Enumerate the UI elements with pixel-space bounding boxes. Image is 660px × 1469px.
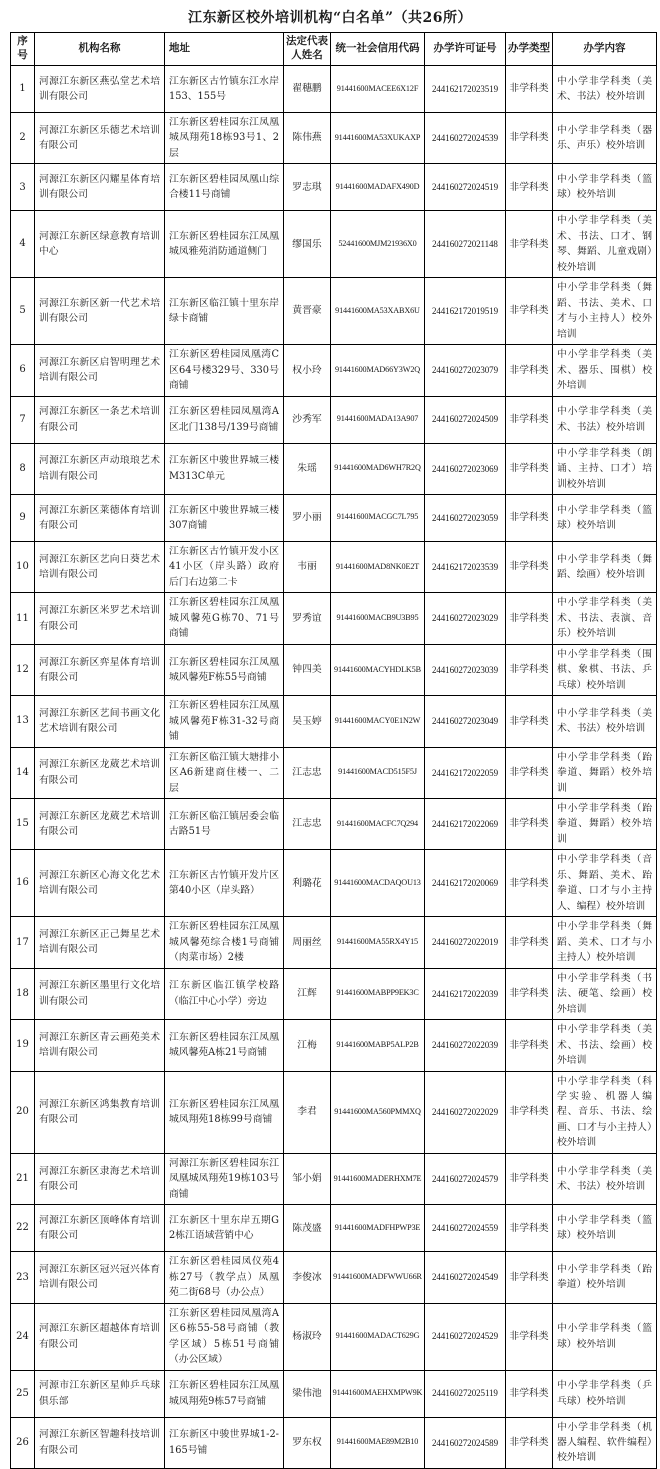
table-row <box>11 1252 657 1303</box>
cell-representative: 罗小丽 <box>284 494 331 541</box>
cell-no: 15 <box>11 799 35 850</box>
cell-content: 中小学非学科类（舞蹈、书法、美术、口才与小主持人）校外培训 <box>553 278 657 345</box>
cell-license-no: 244160272022019 <box>425 917 506 968</box>
cell-name: 河源江东新区顶峰体育培训有限公司 <box>35 1205 165 1252</box>
cell-content: 中小学非学科类（跆拳道）校外培训 <box>553 1252 657 1303</box>
table-row <box>11 1205 657 1252</box>
cell-address: 江东新区临江镇十里东岸绿卡商铺 <box>165 278 284 345</box>
cell-type: 非学科类 <box>506 541 553 592</box>
cell-representative: 朱瑶 <box>284 443 331 494</box>
cell-address: 江东新区碧桂园东江凤凰城风馨苑综合楼1号商铺（肉菜市场）2楼 <box>165 917 284 968</box>
cell-representative: 利璐花 <box>284 850 331 917</box>
cell-name: 河源江东新区米罗艺术培训有限公司 <box>35 593 165 644</box>
cell-no: 26 <box>11 1417 35 1468</box>
cell-name: 河源江东新区莱德体育培训有限公司 <box>35 494 165 541</box>
cell-license-no: 244160272023059 <box>425 494 506 541</box>
cell-credit-code: 91441600MABP5ALP2B <box>331 1020 425 1071</box>
cell-content: 中小学非学科类（美术、书法、表演、音乐）校外培训 <box>553 593 657 644</box>
cell-representative: 沙秀军 <box>284 396 331 443</box>
cell-representative: 李君 <box>284 1071 331 1153</box>
cell-address: 江东新区临江镇大塘排小区A6新建商住楼一、二层 <box>165 747 284 798</box>
cell-content: 中小学非学科类（音乐、舞蹈、美术、跆拳道、口才与小主持人、编程）校外培训 <box>553 850 657 917</box>
cell-credit-code: 91441600MA560PMMXQ <box>331 1071 425 1153</box>
cell-address: 江东新区中骏世界城1-2-165号铺 <box>165 1417 284 1468</box>
cell-no: 18 <box>11 968 35 1019</box>
cell-license-no: 244160272022029 <box>425 1071 506 1153</box>
cell-credit-code: 91441600MA53XABX6U <box>331 278 425 345</box>
cell-no: 4 <box>11 211 35 278</box>
cell-address: 江东新区碧桂园东江凤凰城凤雅苑消防通道侧门 <box>165 211 284 278</box>
cell-name: 河源江东新区弈星体育培训有限公司 <box>35 644 165 695</box>
cell-address: 江东新区临江镇学校路（临江中心小学）旁边 <box>165 968 284 1019</box>
table-row <box>11 113 657 164</box>
table-row <box>11 593 657 644</box>
table-row <box>11 1071 657 1153</box>
cell-no: 9 <box>11 494 35 541</box>
cell-name: 河源江东新区鸿集教育培训有限公司 <box>35 1071 165 1153</box>
cell-name: 河源江东新区正己舞星艺术培训有限公司 <box>35 917 165 968</box>
cell-representative: 江志忠 <box>284 747 331 798</box>
header-type: 办学类型 <box>506 33 553 66</box>
cell-credit-code: 52441600MJM21936X0 <box>331 211 425 278</box>
table-row <box>11 1020 657 1071</box>
table-row <box>11 1153 657 1204</box>
cell-type: 非学科类 <box>506 850 553 917</box>
cell-license-no: 244160272024589 <box>425 1417 506 1468</box>
header-license-no: 办学许可证号 <box>425 33 506 66</box>
cell-name: 河源江东新区绿意教育培训中心 <box>35 211 165 278</box>
cell-credit-code: 91441600MABPP9EK3C <box>331 968 425 1019</box>
cell-address: 江东新区碧桂园东江凤凰城风馨苑F栋31-32号商铺 <box>165 696 284 747</box>
cell-type: 非学科类 <box>506 345 553 396</box>
cell-name: 河源江东新区心海文化艺术培训有限公司 <box>35 850 165 917</box>
cell-name: 河源江东新区超越体育培训有限公司 <box>35 1303 165 1370</box>
cell-address: 江东新区古竹镇开发小区41小区（岸头路）政府后门右边第二卡 <box>165 541 284 592</box>
cell-representative: 江志忠 <box>284 799 331 850</box>
cell-credit-code: 91441600MAD66Y3W2Q <box>331 345 425 396</box>
cell-name: 河源江东新区隶海艺术培训有限公司 <box>35 1153 165 1204</box>
cell-no: 17 <box>11 917 35 968</box>
header-representative: 法定代表人姓名 <box>284 33 331 66</box>
cell-representative: 陈伟燕 <box>284 113 331 164</box>
cell-address: 河源江东新区碧桂园东江凤凰城凤翔苑19栋103号商铺 <box>165 1153 284 1204</box>
cell-credit-code: 91441600MADFHPWP3E <box>331 1205 425 1252</box>
cell-license-no: 244162172020069 <box>425 850 506 917</box>
cell-type: 非学科类 <box>506 211 553 278</box>
cell-credit-code: 91441600MADA13A907 <box>331 396 425 443</box>
table-row <box>11 278 657 345</box>
cell-representative: 韦丽 <box>284 541 331 592</box>
cell-type: 非学科类 <box>506 396 553 443</box>
cell-type: 非学科类 <box>506 917 553 968</box>
cell-representative: 罗东权 <box>284 1417 331 1468</box>
cell-address: 江东新区碧桂园凤凰湾A区6栋55-58号商铺（教学区域）5栋51号商铺（办公区域） <box>165 1303 284 1370</box>
cell-content: 中小学非学科类（篮球）校外培训 <box>553 494 657 541</box>
page-title: 江东新区校外培训机构“白名单”（共26所） <box>187 10 473 26</box>
cell-no: 16 <box>11 850 35 917</box>
cell-type: 非学科类 <box>506 164 553 211</box>
cell-type: 非学科类 <box>506 1205 553 1252</box>
cell-no: 19 <box>11 1020 35 1071</box>
cell-name: 河源江东新区艺间书画文化艺术培训有限公司 <box>35 696 165 747</box>
cell-license-no: 244160272023039 <box>425 644 506 695</box>
cell-content: 中小学非学科类（围棋、象棋、书法、乒乓球）校外培训 <box>553 644 657 695</box>
cell-no: 24 <box>11 1303 35 1370</box>
cell-license-no: 244160272023079 <box>425 345 506 396</box>
table-row <box>11 799 657 850</box>
cell-content: 中小学非学科类（乒乓球）校外培训 <box>553 1370 657 1417</box>
cell-type: 非学科类 <box>506 593 553 644</box>
cell-content: 中小学非学科类（美术、书法、口才、钢琴、舞蹈、儿童戏剧）校外培训 <box>553 211 657 278</box>
cell-name: 河源江东新区龙葳艺术培训有限公司 <box>35 747 165 798</box>
cell-type: 非学科类 <box>506 1153 553 1204</box>
cell-license-no: 244162172022039 <box>425 968 506 1019</box>
cell-representative: 周丽丝 <box>284 917 331 968</box>
cell-type: 非学科类 <box>506 644 553 695</box>
cell-no: 10 <box>11 541 35 592</box>
cell-no: 21 <box>11 1153 35 1204</box>
cell-credit-code: 91441600MADAFX490D <box>331 164 425 211</box>
cell-credit-code: 91441600MACB9U3B95 <box>331 593 425 644</box>
cell-address: 江东新区碧桂园凤凰山综合楼11号商铺 <box>165 164 284 211</box>
cell-address: 江东新区碧桂园东江凤凰城凤翔苑18栋99号商铺 <box>165 1071 284 1153</box>
cell-license-no: 244160272024529 <box>425 1303 506 1370</box>
cell-content: 中小学非学科类（书法、硬笔、绘画）校外培训 <box>553 968 657 1019</box>
cell-type: 非学科类 <box>506 1252 553 1303</box>
cell-no: 8 <box>11 443 35 494</box>
cell-content: 中小学非学科类（机器人编程、软件编程）校外培训 <box>553 1417 657 1468</box>
cell-no: 6 <box>11 345 35 396</box>
cell-address: 江东新区古竹镇东江水岸153、155号 <box>165 66 284 113</box>
cell-credit-code: 91441600MADERHXM7E <box>331 1153 425 1204</box>
table-row <box>11 968 657 1019</box>
cell-license-no: 244160272024579 <box>425 1153 506 1204</box>
cell-address: 江东新区中骏世界城三楼307商铺 <box>165 494 284 541</box>
cell-content: 中小学非学科类（舞蹈、美术、口才与小主持人）校外培训 <box>553 917 657 968</box>
table-row <box>11 211 657 278</box>
cell-content: 中小学非学科类（舞蹈、绘画）校外培训 <box>553 541 657 592</box>
cell-name: 河源江东新区乐德艺术培训有限公司 <box>35 113 165 164</box>
cell-license-no: 244160272022039 <box>425 1020 506 1071</box>
cell-address: 江东新区古竹镇开发片区第40小区（岸头路） <box>165 850 284 917</box>
cell-credit-code: 91441600MA53XUKAXP <box>331 113 425 164</box>
cell-address: 江东新区碧桂园凤凰湾C区64号楼329号、330号商铺 <box>165 345 284 396</box>
cell-no: 25 <box>11 1370 35 1417</box>
cell-type: 非学科类 <box>506 799 553 850</box>
cell-address: 江东新区中骏世界城三楼M313C单元 <box>165 443 284 494</box>
cell-credit-code: 91441600MAEHXMPW9K <box>331 1370 425 1417</box>
table-row <box>11 696 657 747</box>
cell-type: 非学科类 <box>506 747 553 798</box>
table-row <box>11 1370 657 1417</box>
cell-license-no: 244160272023029 <box>425 593 506 644</box>
cell-representative: 罗志琪 <box>284 164 331 211</box>
cell-name: 河源江东新区启智明理艺术培训有限公司 <box>35 345 165 396</box>
cell-license-no: 244160272024539 <box>425 113 506 164</box>
cell-credit-code: 91441600MAD6WH7R2Q <box>331 443 425 494</box>
cell-credit-code: 91441600MACEE6X12F <box>331 66 425 113</box>
cell-content: 中小学非学科类（美术、书法）校外培训 <box>553 396 657 443</box>
cell-representative: 钟四美 <box>284 644 331 695</box>
cell-credit-code: 91441600MACY0E1N2W <box>331 696 425 747</box>
cell-credit-code: 91441600MA55RX4Y15 <box>331 917 425 968</box>
cell-representative: 杨淑玲 <box>284 1303 331 1370</box>
cell-address: 江东新区碧桂园东江凤凰城风馨苑F栋55号商铺 <box>165 644 284 695</box>
cell-no: 22 <box>11 1205 35 1252</box>
cell-credit-code: 91441600MAE89M2B10 <box>331 1417 425 1468</box>
cell-content: 中小学非学科类（美术、书法）校外培训 <box>553 1153 657 1204</box>
cell-type: 非学科类 <box>506 443 553 494</box>
cell-credit-code: 91441600MAD8NK0E2T <box>331 541 425 592</box>
cell-no: 20 <box>11 1071 35 1153</box>
cell-content: 中小学非学科类（美术、书法、绘画）校外培训 <box>553 1020 657 1071</box>
cell-content: 中小学非学科类（美术、书法）校外培训 <box>553 66 657 113</box>
header-row <box>11 33 657 66</box>
cell-no: 7 <box>11 396 35 443</box>
cell-name: 河源江东新区智趣科技培训有限公司 <box>35 1417 165 1468</box>
cell-license-no: 244162172023519 <box>425 66 506 113</box>
cell-name: 河源江东新区龙葳艺术培训有限公司 <box>35 799 165 850</box>
header-address: 地址 <box>165 33 284 66</box>
header-no: 序号 <box>11 33 35 66</box>
cell-license-no: 244160272024549 <box>425 1252 506 1303</box>
cell-license-no: 244162172023539 <box>425 541 506 592</box>
cell-no: 14 <box>11 747 35 798</box>
cell-representative: 翟穗鹏 <box>284 66 331 113</box>
table-row <box>11 747 657 798</box>
cell-content: 中小学非学科类（跆拳道、舞蹈）校外培训 <box>553 747 657 798</box>
cell-name: 河源江东新区新一代艺术培训有限公司 <box>35 278 165 345</box>
cell-type: 非学科类 <box>506 113 553 164</box>
cell-representative: 江辉 <box>284 968 331 1019</box>
table-header <box>11 33 657 66</box>
cell-name: 河源江东新区青云画苑美术培训有限公司 <box>35 1020 165 1071</box>
cell-content: 中小学非学科类（篮球）校外培训 <box>553 1205 657 1252</box>
cell-address: 江东新区碧桂园东江凤凰城风馨苑G栋70、71号商铺 <box>165 593 284 644</box>
cell-license-no: 244160272023049 <box>425 696 506 747</box>
cell-content: 中小学非学科类（器乐、声乐）校外培训 <box>553 113 657 164</box>
cell-credit-code: 91441600MACGC7L795 <box>331 494 425 541</box>
cell-address: 江东新区碧桂园东江凤凰城风馨苑A栋21号商铺 <box>165 1020 284 1071</box>
cell-address: 江东新区碧桂园东江凤凰城凤翔苑18栋93号1、2层 <box>165 113 284 164</box>
cell-address: 江东新区临江镇居委会临古路51号 <box>165 799 284 850</box>
cell-content: 中小学非学科类（篮球）校外培训 <box>553 164 657 211</box>
table-body <box>11 66 657 1469</box>
cell-address: 江东新区碧桂园东江凤凰城凤翔苑9栋57号商铺 <box>165 1370 284 1417</box>
cell-name: 河源市江东新区星帅乒乓球俱乐部 <box>35 1370 165 1417</box>
cell-no: 2 <box>11 113 35 164</box>
whitelist-table <box>10 32 657 1469</box>
table-row <box>11 494 657 541</box>
table-row <box>11 443 657 494</box>
cell-name: 河源江东新区燕弘堂艺术培训有限公司 <box>35 66 165 113</box>
cell-representative: 李俊冰 <box>284 1252 331 1303</box>
cell-no: 12 <box>11 644 35 695</box>
cell-license-no: 244160272024559 <box>425 1205 506 1252</box>
cell-type: 非学科类 <box>506 278 553 345</box>
cell-type: 非学科类 <box>506 1303 553 1370</box>
cell-name: 河源江东新区艺向日葵艺术培训有限公司 <box>35 541 165 592</box>
cell-license-no: 244160272023069 <box>425 443 506 494</box>
cell-address: 江东新区碧桂园凤凰湾A区北门138号/139号商铺 <box>165 396 284 443</box>
cell-name: 河源江东新区墨里行文化培训有限公司 <box>35 968 165 1019</box>
cell-credit-code: 91441600MACDAQOU13 <box>331 850 425 917</box>
cell-type: 非学科类 <box>506 1370 553 1417</box>
table-row <box>11 850 657 917</box>
cell-content: 中小学非学科类（朗诵、主持、口才）培训校外培训 <box>553 443 657 494</box>
cell-name: 河源江东新区闪耀星体育培训有限公司 <box>35 164 165 211</box>
cell-name: 河源江东新区一条艺术培训有限公司 <box>35 396 165 443</box>
table-row <box>11 396 657 443</box>
cell-credit-code: 91441600MACYHDLK5B <box>331 644 425 695</box>
cell-no: 3 <box>11 164 35 211</box>
header-credit-code: 统一社会信用代码 <box>331 33 425 66</box>
cell-representative: 吴玉婷 <box>284 696 331 747</box>
cell-content: 中小学非学科类（篮球）校外培训 <box>553 1303 657 1370</box>
cell-address: 江东新区十里东岸五期G2栋江语域营销中心 <box>165 1205 284 1252</box>
cell-type: 非学科类 <box>506 696 553 747</box>
cell-content: 中小学非学科类（科学实验、机器人编程、音乐、书法、绘画、口才与小主持人）校外培训 <box>553 1071 657 1153</box>
cell-address: 江东新区碧桂园凤仪苑4栋27号（教学点）凤凰苑二街68号（办公点） <box>165 1252 284 1303</box>
cell-license-no: 244160272024519 <box>425 164 506 211</box>
cell-credit-code: 91441600MADFWWU66R <box>331 1252 425 1303</box>
header-content: 办学内容 <box>553 33 657 66</box>
cell-license-no: 244160272025119 <box>425 1370 506 1417</box>
cell-representative: 缪国乐 <box>284 211 331 278</box>
cell-name: 河源江东新区声动琅琅艺术培训有限公司 <box>35 443 165 494</box>
cell-type: 非学科类 <box>506 494 553 541</box>
cell-type: 非学科类 <box>506 66 553 113</box>
table-row <box>11 917 657 968</box>
header-name: 机构名称 <box>35 33 165 66</box>
cell-license-no: 244160272024509 <box>425 396 506 443</box>
table-row <box>11 164 657 211</box>
cell-no: 23 <box>11 1252 35 1303</box>
cell-credit-code: 91441600MACD515F5J <box>331 747 425 798</box>
cell-license-no: 244162172019519 <box>425 278 506 345</box>
cell-license-no: 244160272021148 <box>425 211 506 278</box>
cell-credit-code: 91441600MADACT629G <box>331 1303 425 1370</box>
cell-no: 13 <box>11 696 35 747</box>
table-row <box>11 541 657 592</box>
cell-no: 5 <box>11 278 35 345</box>
cell-license-no: 244162172022069 <box>425 799 506 850</box>
cell-content: 中小学非学科类（美术、器乐、围棋）校外培训 <box>553 345 657 396</box>
table-row <box>11 66 657 113</box>
cell-representative: 江梅 <box>284 1020 331 1071</box>
cell-type: 非学科类 <box>506 968 553 1019</box>
cell-credit-code: 91441600MACFC7Q294 <box>331 799 425 850</box>
cell-no: 11 <box>11 593 35 644</box>
table-row <box>11 1417 657 1468</box>
cell-representative: 权小玲 <box>284 345 331 396</box>
cell-representative: 梁伟池 <box>284 1370 331 1417</box>
cell-representative: 邹小娟 <box>284 1153 331 1204</box>
cell-representative: 黄晋豪 <box>284 278 331 345</box>
cell-type: 非学科类 <box>506 1417 553 1468</box>
cell-content: 中小学非学科类（跆拳道、舞蹈）校外培训 <box>553 799 657 850</box>
cell-no: 1 <box>11 66 35 113</box>
table-row <box>11 644 657 695</box>
cell-license-no: 244162172022059 <box>425 747 506 798</box>
cell-name: 河源江东新区冠兴冠兴体育培训有限公司 <box>35 1252 165 1303</box>
table-row <box>11 1303 657 1370</box>
cell-representative: 罗秀谊 <box>284 593 331 644</box>
table-row <box>11 345 657 396</box>
cell-representative: 陈茂盛 <box>284 1205 331 1252</box>
cell-type: 非学科类 <box>506 1020 553 1071</box>
cell-type: 非学科类 <box>506 1071 553 1153</box>
cell-content: 中小学非学科类（美术、书法）校外培训 <box>553 696 657 747</box>
